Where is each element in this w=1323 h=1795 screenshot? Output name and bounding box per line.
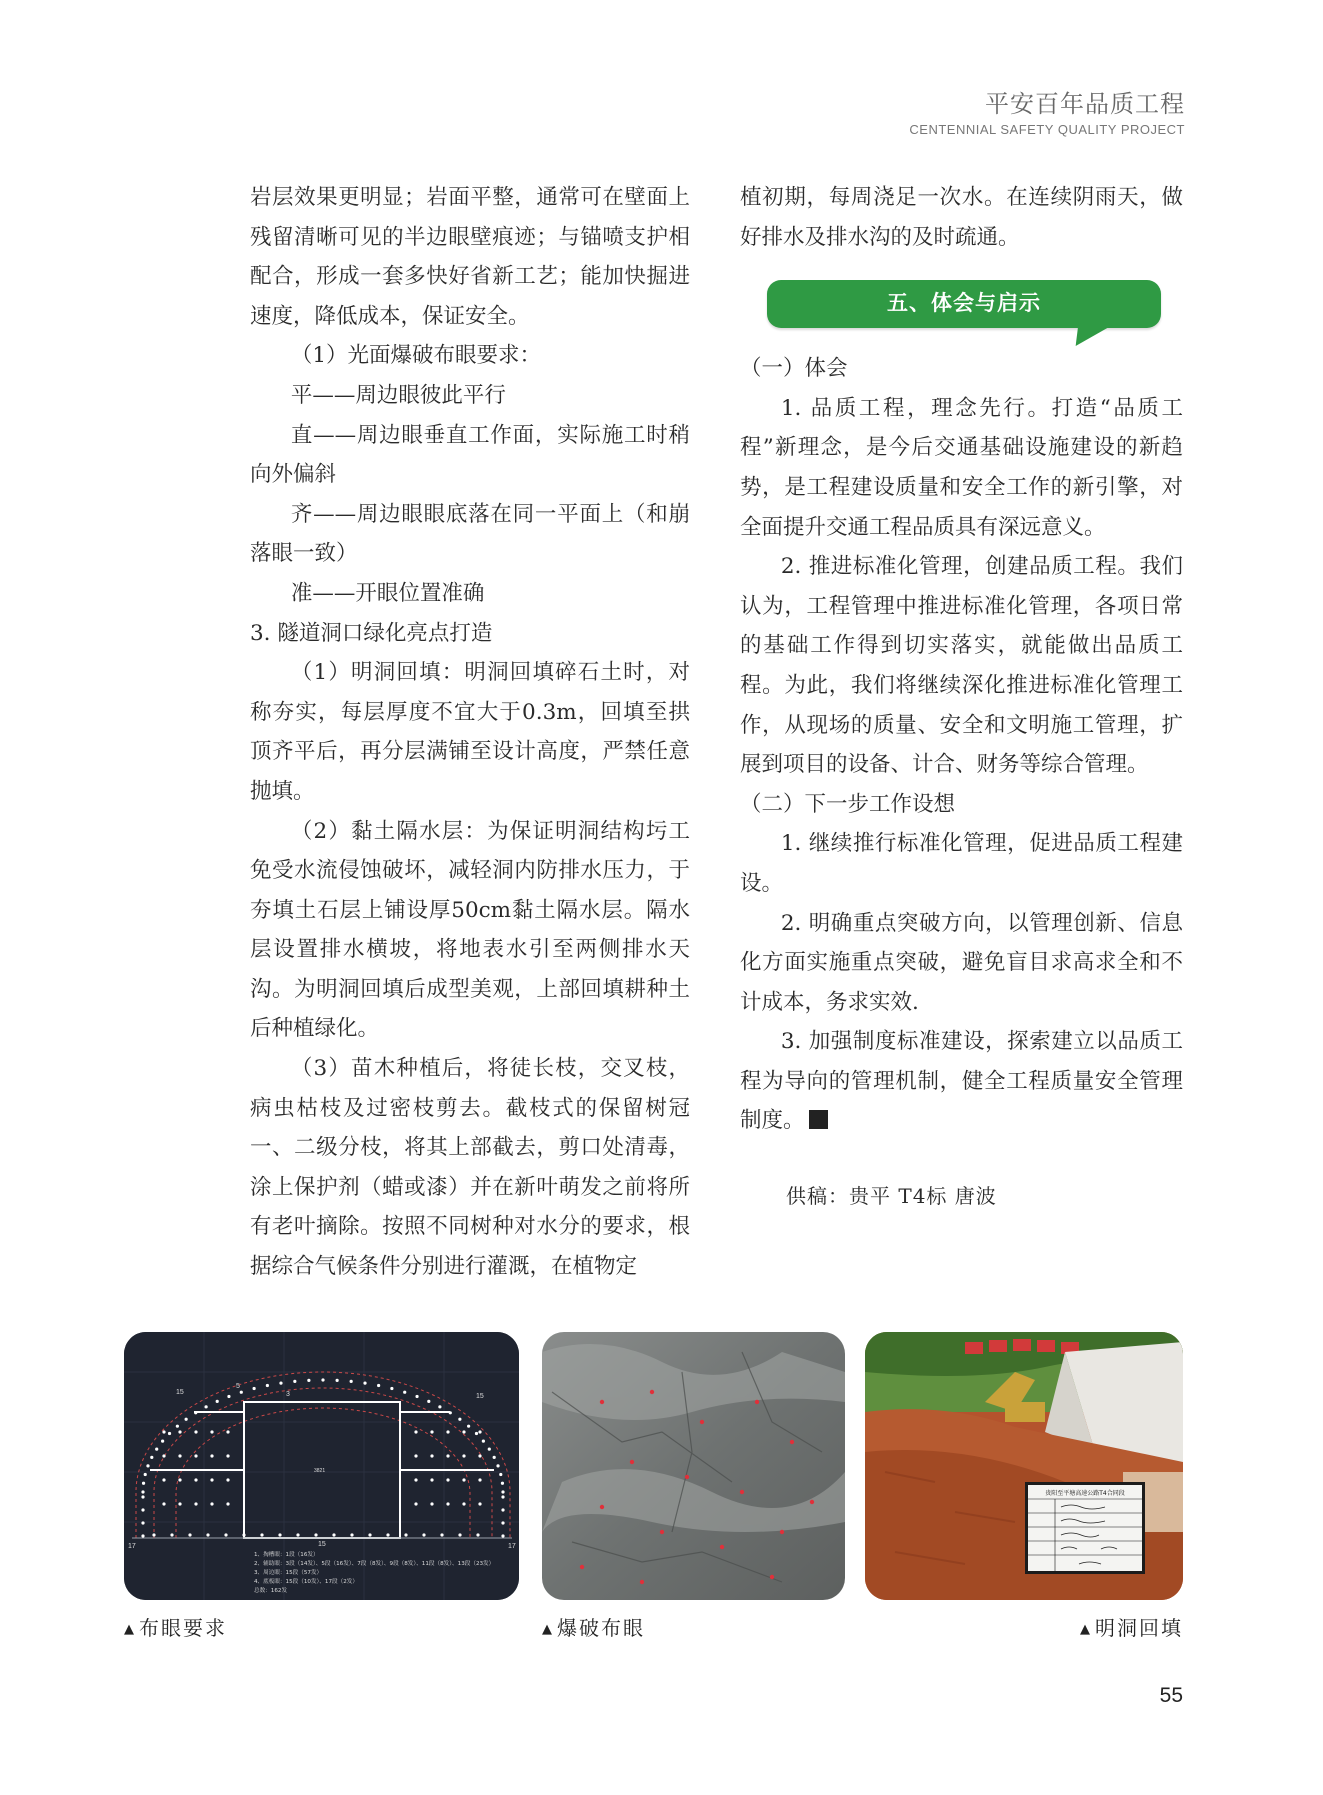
caption-text: 布眼要求: [139, 1616, 227, 1640]
figure-backfill-photo: [865, 1332, 1183, 1600]
red-mark-dot: [650, 1390, 654, 1394]
paragraph: 齐——周边眼眼底落在同一平面上（和崩落眼一致）: [250, 501, 690, 567]
drill-hole-dot: [350, 1533, 353, 1536]
red-mark-dot: [580, 1565, 584, 1569]
drill-hole-dot: [430, 1502, 433, 1505]
drill-hole-dot: [404, 1533, 407, 1536]
drill-hole-dot: [141, 1521, 144, 1524]
diagram-label: 3: [286, 1391, 290, 1398]
drill-hole-dot: [478, 1478, 481, 1481]
drill-hole-dot: [210, 1502, 213, 1505]
legend-line: 总数：162发: [254, 1588, 288, 1594]
page-number: 55: [1159, 1684, 1183, 1707]
red-mark-dot: [770, 1575, 774, 1579]
drill-hole-dot: [478, 1454, 481, 1457]
drill-hole-dot: [141, 1495, 144, 1498]
triangle-up-icon: ▲: [1080, 1622, 1092, 1637]
rock-face-image: [542, 1332, 845, 1600]
drill-hole-dot: [496, 1464, 499, 1467]
figure-caption: [1080, 1612, 1183, 1641]
drill-hole-dot: [415, 1395, 418, 1398]
diagram-label: 15: [476, 1393, 484, 1400]
drill-hole-dot: [427, 1400, 430, 1403]
drill-hole-dot: [363, 1381, 366, 1384]
drill-hole-dot: [185, 1418, 188, 1421]
legend-line: 3、周边眼：15段（57发）: [254, 1570, 323, 1576]
subheading: （一）体会: [740, 356, 848, 382]
drill-hole-dot: [152, 1533, 155, 1536]
paragraph: 准——开眼位置准确: [290, 580, 485, 606]
drill-hole-dot: [314, 1533, 317, 1536]
drill-hole-dot: [462, 1502, 465, 1505]
article-credit: 供稿：贵平 T4标 唐波: [786, 1184, 997, 1209]
drill-hole-dot: [501, 1521, 504, 1524]
drill-hole-dot: [501, 1534, 504, 1537]
drill-hole-dot: [478, 1502, 481, 1505]
drill-hole-dot: [438, 1405, 441, 1408]
paragraph: （2）黏土隔水层：为保证明洞结构圬工免受水流侵蚀破坏，减轻洞内防排水压力，于夯填土石层上铺设厚50cm黏土隔水层。隔水层设置排水横坡，将地表水引至两侧排水天沟。为明洞回填后成型美观，上部回填耕种土后种植绿化。: [250, 818, 690, 1042]
drill-hole-dot: [462, 1478, 465, 1481]
drill-hole-dot: [332, 1533, 335, 1536]
drill-hole-dot: [501, 1495, 504, 1498]
drill-hole-dot: [188, 1533, 191, 1536]
drill-hole-dot: [390, 1387, 393, 1390]
drill-hole-dot: [446, 1454, 449, 1457]
drill-hole-dot: [414, 1478, 417, 1481]
caption-text: 爆破布眼: [557, 1616, 645, 1640]
drill-hole-dot: [142, 1482, 145, 1485]
drill-hole-dot: [146, 1464, 149, 1467]
paragraph: 直——周边眼垂直工作面，实际施工时稍向外偏斜: [250, 422, 690, 488]
drill-hole-dot: [178, 1454, 181, 1457]
drill-hole-dot: [307, 1379, 310, 1382]
drill-hole-dot: [162, 1502, 165, 1505]
drill-hole-dot: [467, 1425, 470, 1428]
drill-hole-dot: [144, 1473, 147, 1476]
drill-hole-dot: [449, 1411, 452, 1414]
section-title: 五、体会与启示: [887, 291, 1041, 316]
red-mark-dot: [600, 1400, 604, 1404]
drill-hole-dot: [430, 1454, 433, 1457]
paragraph-text: 3. 加强制度标准建设，探索建立以品质工程为导向的管理机制，健全工程质量安全管理制度。: [740, 1029, 1183, 1134]
red-mark-dot: [740, 1490, 744, 1494]
red-mark-dot: [630, 1460, 634, 1464]
drill-hole-dot: [266, 1384, 269, 1387]
paragraph: （1）光面爆破布眼要求：: [290, 343, 542, 369]
drill-hole-dot: [321, 1378, 324, 1381]
sign-title: 贵阳至平塘高速公路T4合同段: [1045, 1490, 1125, 1497]
drill-hole-dot: [206, 1533, 209, 1536]
drill-hole-dot: [475, 1432, 478, 1435]
drill-hole-dot: [462, 1430, 465, 1433]
drill-hole-dot: [430, 1430, 433, 1433]
drill-hole-dot: [161, 1440, 164, 1443]
drill-hole-dot: [458, 1418, 461, 1421]
end-mark-icon: [809, 1110, 828, 1129]
drill-hole-dot: [368, 1533, 371, 1536]
drill-hole-dot: [141, 1508, 144, 1511]
drill-hole-dot: [170, 1533, 173, 1536]
red-mark-dot: [600, 1505, 604, 1509]
drill-hole-dot: [141, 1490, 144, 1493]
drill-hole-dot: [240, 1391, 243, 1394]
drill-hole-dot: [458, 1533, 461, 1536]
drill-hole-dot: [446, 1430, 449, 1433]
drill-hole-dot: [336, 1379, 339, 1382]
red-mark-dot: [755, 1400, 759, 1404]
drill-hole-dot: [194, 1411, 197, 1414]
drill-hole-dot: [242, 1533, 245, 1536]
red-mark-dot: [660, 1530, 664, 1534]
red-mark-dot: [780, 1530, 784, 1534]
drill-hole-dot: [278, 1533, 281, 1536]
drill-hole-dot: [296, 1533, 299, 1536]
paragraph: 1. 品质工程，理念先行。打造“品质工程”新理念，是今后交通基础设施建设的新趋势，是工程建设质量和安全工作的新引擎，对全面提升交通工程品质具有深远意义。: [740, 395, 1183, 540]
drill-hole-dot: [176, 1425, 179, 1428]
drill-hole-dot: [446, 1502, 449, 1505]
triangle-up-icon: ▲: [124, 1622, 136, 1637]
diagram-label: 17: [508, 1543, 516, 1550]
drill-hole-dot: [377, 1384, 380, 1387]
drill-hole-dot: [168, 1432, 171, 1435]
drill-hole-dot: [414, 1454, 417, 1457]
drill-hole-dot: [194, 1430, 197, 1433]
drill-hole-dot: [155, 1448, 158, 1451]
drill-hole-dot: [224, 1533, 227, 1536]
paragraph: 岩层效果更明显；岩面平整，通常可在壁面上残留清晰可见的半边眼壁痕迹；与锚喷支护相配合，形成一套多快好省新工艺；能加快掘进速度，降低成本，保证安全。: [250, 185, 690, 329]
drill-hole-dot: [194, 1502, 197, 1505]
paragraph: （1）明洞回填：明洞回填碎石土时，对称夯实，每层厚度不宜大于0.3m，回填至拱顶齐平后，再分层满铺至设计高度，严禁任意抛填。: [250, 660, 690, 804]
drill-hole-dot: [226, 1430, 229, 1433]
drill-hole-dot: [293, 1380, 296, 1383]
header-subtitle: CENTENNIAL SAFETY QUALITY PROJECT: [909, 122, 1185, 137]
drill-hole-dot: [226, 1502, 229, 1505]
drill-hole-dot: [216, 1400, 219, 1403]
triangle-up-icon: ▲: [542, 1622, 554, 1637]
drill-hole-dot: [141, 1534, 144, 1537]
drill-hole-dot: [422, 1533, 425, 1536]
drill-hole-dot: [210, 1478, 213, 1481]
drill-hole-dot: [162, 1430, 165, 1433]
paragraph: 2. 推进标准化管理，创建品质工程。我们认为，工程管理中推进标准化管理，各项日常的基础工作得到切实落实，就能做出品质工程。为此，我们将继续深化推进标准化管理工作，从现场的质量、安全和文明施工管理，扩展到项目的设备、计合、财务等综合管理。: [740, 554, 1183, 778]
drill-hole-dot: [440, 1533, 443, 1536]
drill-hole-dot: [150, 1456, 153, 1459]
drill-hole-dot: [403, 1391, 406, 1394]
legend-line: 1、掏槽眼：1段（16发）: [254, 1552, 319, 1558]
paragraph: 平——周边眼彼此平行: [290, 382, 506, 408]
drill-hole-dot: [386, 1533, 389, 1536]
drill-hole-dot: [162, 1478, 165, 1481]
diagram-center-label: 3821: [314, 1468, 326, 1474]
drill-hole-dot: [178, 1478, 181, 1481]
drill-hole-dot: [279, 1381, 282, 1384]
diagram-label: 5: [236, 1383, 240, 1390]
drill-hole-dot: [227, 1395, 230, 1398]
drill-hole-dot: [350, 1380, 353, 1383]
drill-hole-dot: [414, 1430, 417, 1433]
drill-hole-dot: [476, 1533, 479, 1536]
running-header: [909, 88, 1185, 137]
diagram-label: 17: [128, 1543, 136, 1550]
paragraph: 植初期，每周浇足一次水。在连续阴雨天，做好排水及排水沟的及时疏通。: [740, 185, 1183, 250]
paragraph: 2. 明确重点突破方向，以管理创新、信息化方面实施重点突破，避免盲目求高求全和不计成本，务求实效.: [740, 910, 1183, 1015]
hole-layout-diagram: [124, 1332, 519, 1600]
drill-hole-dot: [482, 1440, 485, 1443]
drill-hole-dot: [226, 1454, 229, 1457]
section-banner: [767, 280, 1161, 328]
drill-hole-dot: [253, 1387, 256, 1390]
drill-hole-dot: [501, 1482, 504, 1485]
red-mark-dot: [720, 1545, 724, 1549]
drill-hole-dot: [430, 1478, 433, 1481]
drill-hole-dot: [178, 1502, 181, 1505]
left-column: [250, 178, 690, 1287]
drill-hole-dot: [210, 1430, 213, 1433]
red-mark-dot: [810, 1500, 814, 1504]
drill-hole-dot: [414, 1502, 417, 1505]
backfill-site-image: [865, 1332, 1183, 1600]
drill-hole-dot: [260, 1533, 263, 1536]
legend-line: 2、辅助眼：3段（14发）、5段（16发）、7段（8发）、9段（8发）、11段（8发）、13段（23发）: [254, 1561, 495, 1567]
paragraph: [740, 1022, 1183, 1141]
drill-hole-dot: [226, 1478, 229, 1481]
drill-hole-dot: [488, 1448, 491, 1451]
red-mark-dot: [640, 1580, 644, 1584]
drill-hole-dot: [499, 1473, 502, 1476]
figure-caption: [542, 1612, 645, 1641]
red-mark-dot: [790, 1440, 794, 1444]
drill-hole-dot: [478, 1430, 481, 1433]
figure-blast-holes-photo: [542, 1332, 845, 1600]
drill-hole-dot: [462, 1454, 465, 1457]
red-mark-dot: [685, 1475, 689, 1479]
legend-line: 4、底板眼：15段（10发）、17段（2发）: [254, 1579, 358, 1585]
drill-hole-dot: [210, 1454, 213, 1457]
red-mark-dot: [700, 1420, 704, 1424]
drill-hole-dot: [501, 1490, 504, 1493]
paragraph: 1. 继续推行标准化管理，促进品质工程建设。: [740, 831, 1183, 896]
drill-hole-dot: [194, 1454, 197, 1457]
caption-text: 明洞回填: [1095, 1616, 1183, 1640]
drill-hole-dot: [446, 1478, 449, 1481]
drill-hole-dot: [178, 1430, 181, 1433]
diagram-label: 15: [176, 1389, 184, 1396]
drill-hole-dot: [493, 1456, 496, 1459]
right-column: [740, 178, 1183, 1217]
drill-hole-dot: [194, 1478, 197, 1481]
drill-hole-dot: [204, 1405, 207, 1408]
subheading: （二）下一步工作设想: [740, 791, 956, 817]
paragraph: （3）苗木种植后，将徒长枝，交叉枝，病虫枯枝及过密枝剪去。截枝式的保留树冠一、二级分枝，将其上部截去，剪口处清毒，涂上保护剂（蜡或漆）并在新叶萌发之前将所有老叶摘除。按照不同树种对水分的要求，根据综合气候条件分别进行灌溉，在植物定: [250, 1056, 690, 1280]
diagram-label: 15: [318, 1541, 326, 1548]
subheading: 3. 隧道洞口绿化亮点打造: [250, 620, 493, 646]
header-title: 平安百年品质工程: [985, 90, 1185, 118]
figure-caption: [124, 1612, 227, 1641]
drill-hole-dot: [162, 1454, 165, 1457]
figure-hole-layout: [124, 1332, 519, 1600]
drill-hole-dot: [501, 1508, 504, 1511]
